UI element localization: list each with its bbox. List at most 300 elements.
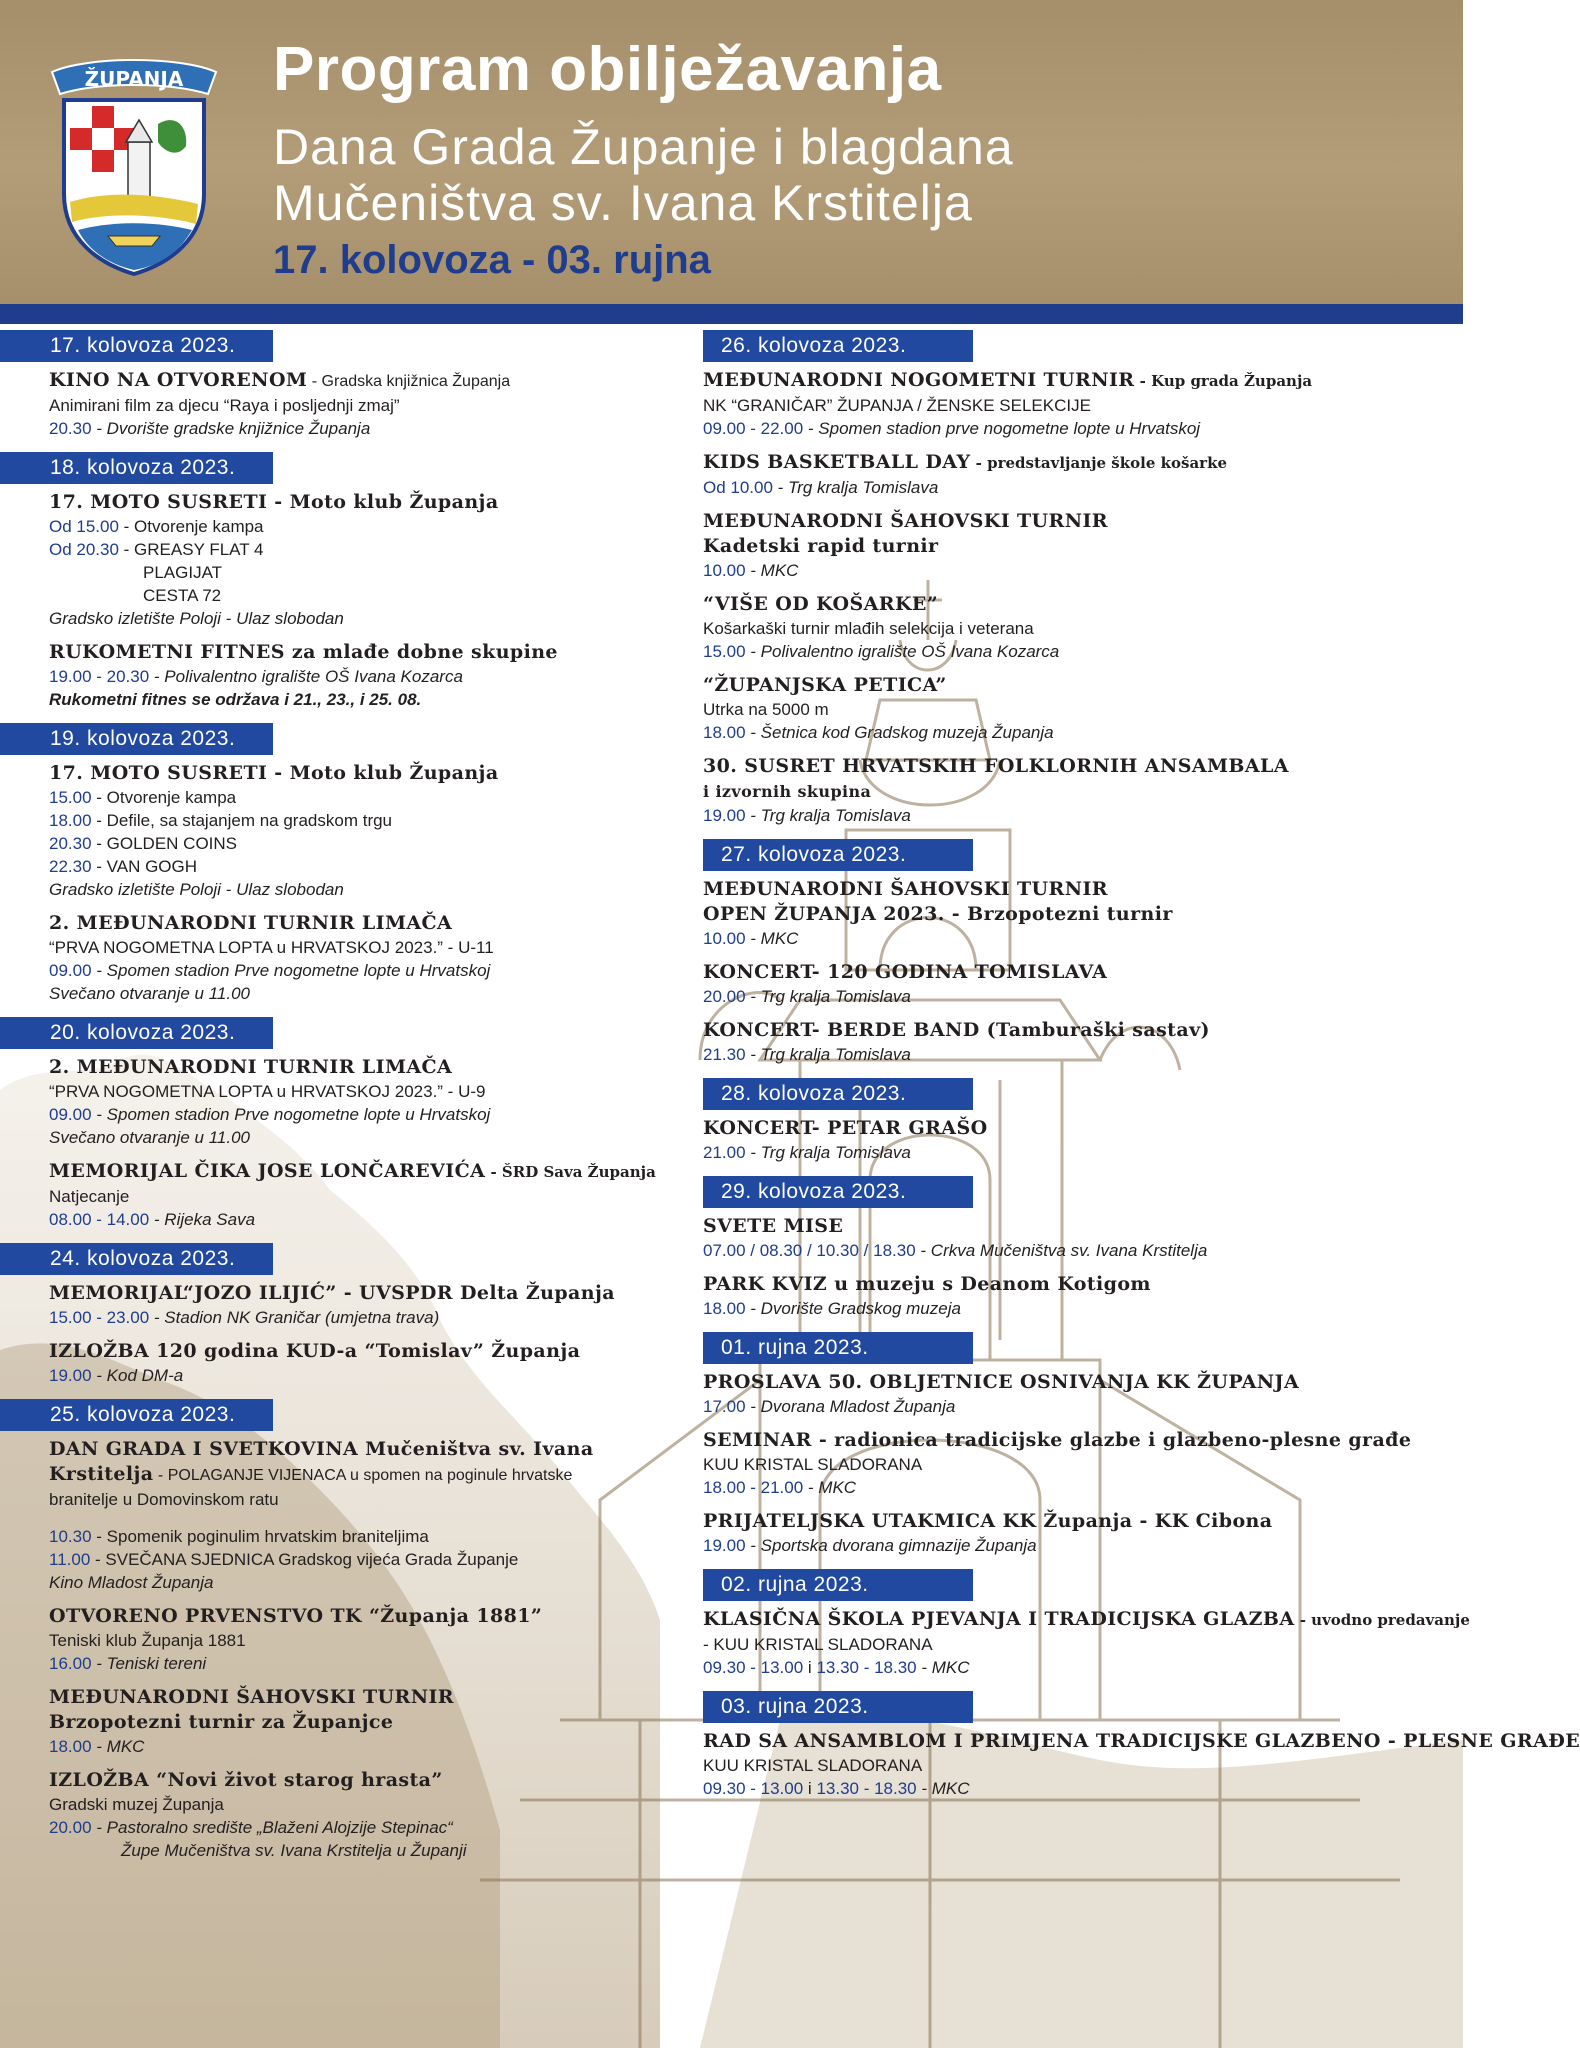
page-subtitle-line-1: Dana Grada Županje i blagdana xyxy=(273,119,1014,175)
event-title-main: KONCERT- PETAR GRAŠO xyxy=(703,1117,988,1139)
event-note: Gradsko izletište Poloji - Ulaz slobodan xyxy=(49,880,344,899)
day-section xyxy=(703,839,1455,1066)
event-time-location xyxy=(49,1816,690,1839)
event-location: - Dvorana Mladost Županja xyxy=(745,1397,956,1416)
header-divider xyxy=(0,304,1463,324)
event-time-location xyxy=(703,559,1455,582)
event-time-location xyxy=(703,1043,1455,1066)
event-item xyxy=(703,1370,1455,1418)
event-location: - Šetnica kod Gradskog muzeja Županja xyxy=(745,723,1054,742)
event-time: 13.30 - 18.30 xyxy=(816,1779,917,1798)
event-title xyxy=(49,368,690,394)
date-label: 03. rujna 2023. xyxy=(721,1695,869,1718)
event-title xyxy=(49,1055,690,1080)
event-item xyxy=(703,877,1455,950)
event-time-location xyxy=(703,476,1455,499)
event-time: 09.30 - 13.00 xyxy=(703,1658,804,1677)
date-header xyxy=(0,452,273,484)
date-header xyxy=(703,1176,973,1208)
date-header xyxy=(703,839,973,871)
crest-label: ŽUPANJA xyxy=(84,67,184,91)
event-item xyxy=(703,673,1455,744)
day-section xyxy=(703,1332,1455,1557)
event-title-main: MEĐUNARODNI NOGOMETNI TURNIR xyxy=(703,369,1135,391)
event-title xyxy=(703,534,1455,559)
event-title-main: MEĐUNARODNI ŠAHOVSKI TURNIR xyxy=(703,878,1108,900)
event-title xyxy=(49,490,690,515)
event-title-main: OTVORENO PRVENSTVO TK “Županja 1881” xyxy=(49,1605,543,1627)
event-title xyxy=(703,673,1455,698)
event-title-main: PROSLAVA 50. OBLJETNICE OSNIVANJA KK ŽUPANJA xyxy=(703,1371,1300,1393)
event-time-location xyxy=(49,855,690,878)
event-item xyxy=(49,368,690,440)
event-title-main: DAN GRADA I SVETKOVINA Mučeništva sv. Ivana xyxy=(49,1438,594,1460)
event-time-location xyxy=(49,1548,690,1571)
event-title-main: SEMINAR - radionica tradicijske glazbe i glazbeno-plesne građe xyxy=(703,1429,1412,1451)
event-time: 11.00 xyxy=(49,1550,91,1569)
event-title xyxy=(703,1729,1580,1754)
event-location: - Polivalentno igralište OŠ Ivana Kozarca xyxy=(149,667,463,686)
event-time-location xyxy=(703,721,1455,744)
schedule-column-left xyxy=(0,330,690,1868)
event-title-main: Brzopotezni turnir za Županjce xyxy=(49,1711,394,1733)
event-title-main: KINO NA OTVORENOM xyxy=(49,369,308,391)
date-label: 25. kolovoza 2023. xyxy=(50,1403,236,1426)
event-location: - Rijeka Sava xyxy=(149,1210,256,1229)
header-banner xyxy=(0,0,1463,304)
event-location: - MKC xyxy=(91,1737,145,1756)
date-header xyxy=(0,330,273,362)
date-label: 20. kolovoza 2023. xyxy=(50,1021,236,1044)
event-time-location xyxy=(703,985,1455,1008)
event-item xyxy=(703,960,1455,1008)
event-time: Od 15.00 xyxy=(49,517,119,536)
event-time: 18.00 xyxy=(703,1299,746,1318)
event-time-location xyxy=(49,538,690,561)
event-description: branitelje u Domovinskom ratu xyxy=(49,1490,279,1509)
event-title xyxy=(703,592,1455,617)
event-time: 09.00 xyxy=(49,1105,92,1124)
event-time: 15.00 - 23.00 xyxy=(49,1308,150,1327)
event-title-main: Kadetski rapid turnir xyxy=(703,535,939,557)
event-title-main: SVETE MISE xyxy=(703,1215,844,1237)
event-time-location xyxy=(703,1656,1455,1679)
date-header xyxy=(703,1332,973,1364)
event-time: Od 10.00 xyxy=(703,478,773,497)
day-section xyxy=(703,1691,1580,1800)
event-description: “PRVA NOGOMETNA LOPTA u HRVATSKOJ 2023.” - U-9 xyxy=(49,1082,486,1101)
event-title xyxy=(703,754,1455,779)
event-title xyxy=(49,1281,690,1306)
event-title xyxy=(703,1607,1470,1633)
event-time-location xyxy=(703,1534,1455,1557)
event-time-location xyxy=(703,1141,1455,1164)
event-title-subtitle: - predstavljanje škole košarke xyxy=(970,454,1228,472)
event-item xyxy=(703,1729,1580,1800)
event-time: 20.30 xyxy=(49,834,92,853)
event-time-separator: i xyxy=(803,1779,817,1798)
event-item xyxy=(703,450,1455,499)
page-title: Program obilježavanja xyxy=(273,35,942,104)
event-time: 08.00 - 14.00 xyxy=(49,1210,150,1229)
event-item xyxy=(49,1768,690,1862)
event-title-main: Krstitelja xyxy=(49,1463,154,1485)
event-time: 17.00 xyxy=(703,1397,746,1416)
event-title xyxy=(703,1509,1455,1534)
date-label: 17. kolovoza 2023. xyxy=(50,334,236,357)
event-title-main: MEĐUNARODNI ŠAHOVSKI TURNIR xyxy=(703,510,1108,532)
event-time: 20.30 xyxy=(49,419,92,438)
event-item xyxy=(703,1018,1455,1066)
date-header xyxy=(703,1691,973,1723)
event-list xyxy=(703,1208,1455,1320)
event-title xyxy=(49,1685,690,1710)
event-title xyxy=(49,640,690,665)
event-title xyxy=(703,960,1455,985)
event-location: - Teniski tereni xyxy=(91,1654,207,1673)
event-item xyxy=(703,1428,1455,1499)
event-time: 15.00 xyxy=(49,788,92,807)
event-time: 19.00 xyxy=(703,1536,746,1555)
event-title-main: PARK KVIZ u muzeju s Deanom Kotigom xyxy=(703,1273,1151,1295)
event-time: 19.00 - 20.30 xyxy=(49,667,150,686)
event-title-subtitle: - Kup grada Županja xyxy=(1134,372,1313,390)
event-location: - MKC xyxy=(745,561,799,580)
event-title xyxy=(703,1272,1455,1297)
event-time: 18.00 xyxy=(49,1737,92,1756)
event-time-location xyxy=(49,809,690,832)
event-time-location xyxy=(49,515,690,538)
event-location: - Trg kralja Tomislava xyxy=(745,1045,911,1064)
day-section xyxy=(703,1569,1470,1679)
event-note: Svečano otvaranje u 11.00 xyxy=(49,984,250,1003)
event-title-main: KONCERT- 120 GODINA TOMISLAVA xyxy=(703,961,1108,983)
event-location: - Dvorište Gradskog muzeja xyxy=(745,1299,961,1318)
event-date-range: 17. kolovoza - 03. rujna xyxy=(273,238,711,282)
event-time-location xyxy=(49,959,690,982)
event-title-main: 17. MOTO SUSRETI - Moto klub Županja xyxy=(49,491,499,513)
event-title-main: 17. MOTO SUSRETI - Moto klub Županja xyxy=(49,762,499,784)
event-list xyxy=(0,484,690,711)
day-section xyxy=(703,1078,1455,1164)
event-time: 10.00 xyxy=(703,929,746,948)
event-location: - Spomen stadion prve nogometne lopte u Hrvatskoj xyxy=(803,419,1201,438)
event-list xyxy=(0,1275,690,1387)
event-list xyxy=(703,1110,1455,1164)
event-list xyxy=(703,871,1455,1066)
event-title-main: IZLOŽBA 120 godina KUD-a “Tomislav” Županja xyxy=(49,1340,581,1362)
event-title-main: KLASIČNA ŠKOLA PJEVANJA I TRADICIJSKA GLAZBA xyxy=(703,1608,1295,1630)
event-time-location xyxy=(703,1777,1455,1800)
event-list xyxy=(703,1601,1470,1679)
event-time: 18.00 xyxy=(49,811,92,830)
event-time: 21.00 xyxy=(703,1143,746,1162)
spacer xyxy=(49,1511,690,1525)
event-time: 15.00 xyxy=(703,642,746,661)
event-description: NK “GRANIČAR” ŽUPANJA / ŽENSKE SELEKCIJE xyxy=(703,396,1091,415)
event-title-subtitle: - Gradska knjižnica Županja xyxy=(307,373,511,390)
event-note: Rukometni fitnes se održava i 21., 23., i 25. 08. xyxy=(49,690,422,709)
event-time: 16.00 xyxy=(49,1654,92,1673)
date-label: 24. kolovoza 2023. xyxy=(50,1247,236,1270)
event-time-location xyxy=(49,832,690,855)
event-description: KUU KRISTAL SLADORANA xyxy=(703,1756,923,1775)
event-item xyxy=(49,911,690,1005)
event-time-location xyxy=(49,1103,690,1126)
event-location: - MKC xyxy=(803,1478,857,1497)
date-header xyxy=(0,1243,273,1275)
event-time: 21.30 xyxy=(703,1045,746,1064)
event-location: - Defile, sa stajanjem na gradskom trgu xyxy=(91,811,393,830)
event-title-main: OPEN ŽUPANJA 2023. - Brzopotezni turnir xyxy=(703,903,1173,925)
event-item xyxy=(49,1604,690,1675)
event-location: - MKC xyxy=(745,929,799,948)
event-location: - VAN GOGH xyxy=(91,857,198,876)
event-time: 22.30 xyxy=(49,857,92,876)
date-label: 28. kolovoza 2023. xyxy=(721,1082,907,1105)
event-location: - Spomen stadion Prve nogometne lopte u Hrvatskoj xyxy=(91,961,491,980)
event-location: - MKC xyxy=(916,1658,970,1677)
event-title-main: “VIŠE OD KOŠARKE” xyxy=(703,593,939,615)
day-section xyxy=(0,452,690,711)
event-time-location xyxy=(49,417,690,440)
event-item xyxy=(703,1116,1455,1164)
schedule-column-right xyxy=(703,330,1580,1806)
event-location: - Kod DM-a xyxy=(91,1366,184,1385)
event-item xyxy=(703,1607,1470,1679)
day-section xyxy=(0,723,690,1005)
event-time-separator: i xyxy=(803,1658,817,1677)
event-list xyxy=(703,1723,1580,1800)
page-subtitle-line-2: Mučeništva sv. Ivana Krstitelja xyxy=(273,175,973,231)
event-location: - GOLDEN COINS xyxy=(91,834,238,853)
date-label: 18. kolovoza 2023. xyxy=(50,456,236,479)
event-time: 09.00 xyxy=(49,961,92,980)
event-item xyxy=(49,1281,690,1329)
event-title xyxy=(49,1462,690,1488)
date-label: 26. kolovoza 2023. xyxy=(721,334,907,357)
event-title xyxy=(703,450,1455,476)
event-title xyxy=(703,877,1455,902)
event-time: 20.00 xyxy=(703,987,746,1006)
event-location: - Spomenik poginulim hrvatskim braniteljima xyxy=(91,1527,429,1546)
event-description: Animirani film za djecu “Raya i posljednji zmaj” xyxy=(49,396,400,415)
event-time-location xyxy=(703,640,1455,663)
event-title-main: KIDS BASKETBALL DAY xyxy=(703,451,971,473)
event-location: - Dvorište gradske knjižnice Županja xyxy=(91,419,371,438)
date-label: 19. kolovoza 2023. xyxy=(50,727,236,750)
event-title xyxy=(49,911,690,936)
event-note: Župe Mučeništva sv. Ivana Krstitelja u Županji xyxy=(121,1841,467,1860)
event-list xyxy=(0,1431,690,1862)
event-location: - MKC xyxy=(916,1779,970,1798)
event-title-subtitle: - ŠRD Sava Županja xyxy=(485,1163,656,1181)
event-location: - Trg kralja Tomislava xyxy=(745,1143,911,1162)
event-item xyxy=(703,592,1455,663)
date-header xyxy=(703,330,973,362)
event-time: 19.00 xyxy=(703,806,746,825)
event-title-main: MEMORIJAL ČIKA JOSE LONČAREVIĆA xyxy=(49,1160,486,1182)
event-item xyxy=(49,640,690,711)
event-title xyxy=(703,779,1455,804)
event-title-main: “ŽUPANJSKA PETICA” xyxy=(703,674,947,696)
event-time: 13.30 - 18.30 xyxy=(816,1658,917,1677)
event-description: Natjecanje xyxy=(49,1187,130,1206)
day-section xyxy=(0,330,690,440)
event-title-main: MEĐUNARODNI ŠAHOVSKI TURNIR xyxy=(49,1686,454,1708)
day-section xyxy=(0,1399,690,1862)
day-section xyxy=(0,1243,690,1387)
event-item xyxy=(703,1214,1455,1262)
zupanja-coat-of-arms-icon xyxy=(48,54,220,276)
date-header xyxy=(703,1569,973,1601)
event-item xyxy=(703,754,1455,827)
event-time-location xyxy=(49,1306,690,1329)
event-description: Košarkaški turnir mlađih selekcija i veterana xyxy=(703,619,1034,638)
event-list xyxy=(0,1049,690,1231)
event-list xyxy=(0,362,690,440)
event-title xyxy=(49,761,690,786)
event-item xyxy=(49,1055,690,1149)
event-time: 09.30 - 13.00 xyxy=(703,1779,804,1798)
event-time: Od 20.30 xyxy=(49,540,119,559)
event-item xyxy=(49,1339,690,1387)
event-time-location xyxy=(703,1395,1455,1418)
event-title-subtitle: - uvodno predavanje xyxy=(1294,1611,1470,1629)
event-note: Gradsko izletište Poloji - Ulaz slobodan xyxy=(49,609,344,628)
event-title-main: PRIJATELJSKA UTAKMICA KK Županja - KK Cibona xyxy=(703,1510,1273,1532)
event-description: Utrka na 5000 m xyxy=(703,700,829,719)
event-location: - Trg kralja Tomislava xyxy=(745,806,911,825)
event-time: 09.00 - 22.00 xyxy=(703,419,804,438)
date-label: 29. kolovoza 2023. xyxy=(721,1180,907,1203)
event-description: - KUU KRISTAL SLADORANA xyxy=(703,1635,933,1654)
event-title xyxy=(703,509,1455,534)
event-time: 07.00 / 08.30 / 10.30 / 18.30 xyxy=(703,1241,916,1260)
event-time: 19.00 xyxy=(49,1366,92,1385)
event-item xyxy=(703,1509,1455,1557)
date-label: 01. rujna 2023. xyxy=(721,1336,869,1359)
event-title-main: 30. SUSRET HRVATSKIH FOLKLORNIH ANSAMBALA xyxy=(703,755,1289,777)
day-section xyxy=(0,1017,690,1231)
event-time-location xyxy=(49,1208,690,1231)
event-location: - Spomen stadion Prve nogometne lopte u Hrvatskoj xyxy=(91,1105,491,1124)
event-title xyxy=(49,1604,690,1629)
event-title-subtitle: - POLAGANJE VIJENACA u spomen na poginule hrvatske xyxy=(153,1467,573,1484)
event-time: 10.30 xyxy=(49,1527,92,1546)
event-location: - Trg kralja Tomislava xyxy=(745,987,911,1006)
event-title xyxy=(703,1370,1455,1395)
event-time-location xyxy=(703,1476,1455,1499)
event-note: Kino Mladost Županja xyxy=(49,1573,214,1592)
event-time: 18.00 xyxy=(703,723,746,742)
event-time-location xyxy=(49,1525,690,1548)
event-location: - SVEČANA SJEDNICA Gradskog vijeća Grada Županje xyxy=(90,1550,519,1569)
event-time-location xyxy=(703,927,1455,950)
event-title xyxy=(703,1428,1455,1453)
event-list xyxy=(703,1364,1455,1557)
event-location: - GREASY FLAT 4 xyxy=(118,540,264,559)
event-location: - Polivalentno igralište OŠ Ivana Kozarca xyxy=(745,642,1060,661)
event-location: - Otvorenje kampa xyxy=(118,517,264,536)
event-title-main: 2. MEĐUNARODNI TURNIR LIMAČA xyxy=(49,912,453,934)
event-item xyxy=(49,1685,690,1758)
event-time-location xyxy=(49,1652,690,1675)
event-title xyxy=(49,1437,690,1462)
event-time: 10.00 xyxy=(703,561,746,580)
event-title-main: i izvornih skupina xyxy=(703,782,872,801)
event-item xyxy=(703,368,1455,440)
event-location: - Crkva Mučeništva sv. Ivana Krstitelja xyxy=(915,1241,1208,1260)
event-title xyxy=(49,1710,690,1735)
event-time-location xyxy=(49,665,690,688)
event-item xyxy=(49,1437,690,1594)
event-description: Gradski muzej Županja xyxy=(49,1795,224,1814)
event-description: KUU KRISTAL SLADORANA xyxy=(703,1455,923,1474)
event-time-location xyxy=(703,804,1455,827)
event-list xyxy=(0,755,690,1005)
event-time-location xyxy=(703,1297,1455,1320)
event-title-main: RUKOMETNI FITNES za mlađe dobne skupine xyxy=(49,641,558,663)
day-section xyxy=(703,330,1455,827)
event-location: - Otvorenje kampa xyxy=(91,788,237,807)
date-header xyxy=(0,723,273,755)
event-location: - Sportska dvorana gimnazije Županja xyxy=(745,1536,1037,1555)
event-title xyxy=(49,1768,690,1793)
event-title-main: MEMORIJAL“JOZO ILIJIĆ” - UVSPDR Delta Županja xyxy=(49,1282,615,1304)
event-time-location xyxy=(49,1364,690,1387)
performer-name: CESTA 72 xyxy=(143,586,222,605)
event-title xyxy=(703,1116,1455,1141)
performer-name: PLAGIJAT xyxy=(143,563,223,582)
event-description: “PRVA NOGOMETNA LOPTA u HRVATSKOJ 2023.” - U-11 xyxy=(49,938,494,957)
event-title-main: KONCERT- BERDE BAND (Tamburaški sastav) xyxy=(703,1019,1210,1041)
event-location: - Pastoralno središte „Blaženi Alojzije Stepinac“ xyxy=(91,1818,453,1837)
date-label: 02. rujna 2023. xyxy=(721,1573,869,1596)
event-title-main: IZLOŽBA “Novi život starog hrasta” xyxy=(49,1769,443,1791)
event-title-main: 2. MEĐUNARODNI TURNIR LIMAČA xyxy=(49,1056,453,1078)
event-description: Teniski klub Županja 1881 xyxy=(49,1631,246,1650)
event-title xyxy=(49,1159,690,1185)
event-item xyxy=(703,1272,1455,1320)
event-time-location xyxy=(49,1735,690,1758)
date-label: 27. kolovoza 2023. xyxy=(721,843,907,866)
event-list xyxy=(703,362,1455,827)
event-time: 20.00 xyxy=(49,1818,92,1837)
event-title-main: RAD SA ANSAMBLOM I PRIMJENA TRADICIJSKE GLAZBENO - PLESNE GRAĐE xyxy=(703,1730,1580,1752)
day-section xyxy=(703,1176,1455,1320)
event-title xyxy=(703,1214,1455,1239)
event-title xyxy=(703,1018,1455,1043)
event-time-location xyxy=(703,417,1455,440)
event-time-location xyxy=(703,1239,1455,1262)
event-location: - Stadion NK Graničar (umjetna trava) xyxy=(149,1308,440,1327)
date-header xyxy=(0,1399,273,1431)
event-note: Svečano otvaranje u 11.00 xyxy=(49,1128,250,1147)
event-item xyxy=(49,761,690,901)
event-time: 18.00 - 21.00 xyxy=(703,1478,804,1497)
event-item xyxy=(49,1159,690,1231)
event-time-location xyxy=(49,786,690,809)
date-header xyxy=(0,1017,273,1049)
event-title xyxy=(49,1339,690,1364)
date-header xyxy=(703,1078,973,1110)
event-location: - Trg kralja Tomislava xyxy=(772,478,939,497)
event-item xyxy=(703,509,1455,582)
event-item xyxy=(49,490,690,630)
event-title xyxy=(703,368,1455,394)
event-title xyxy=(703,902,1455,927)
